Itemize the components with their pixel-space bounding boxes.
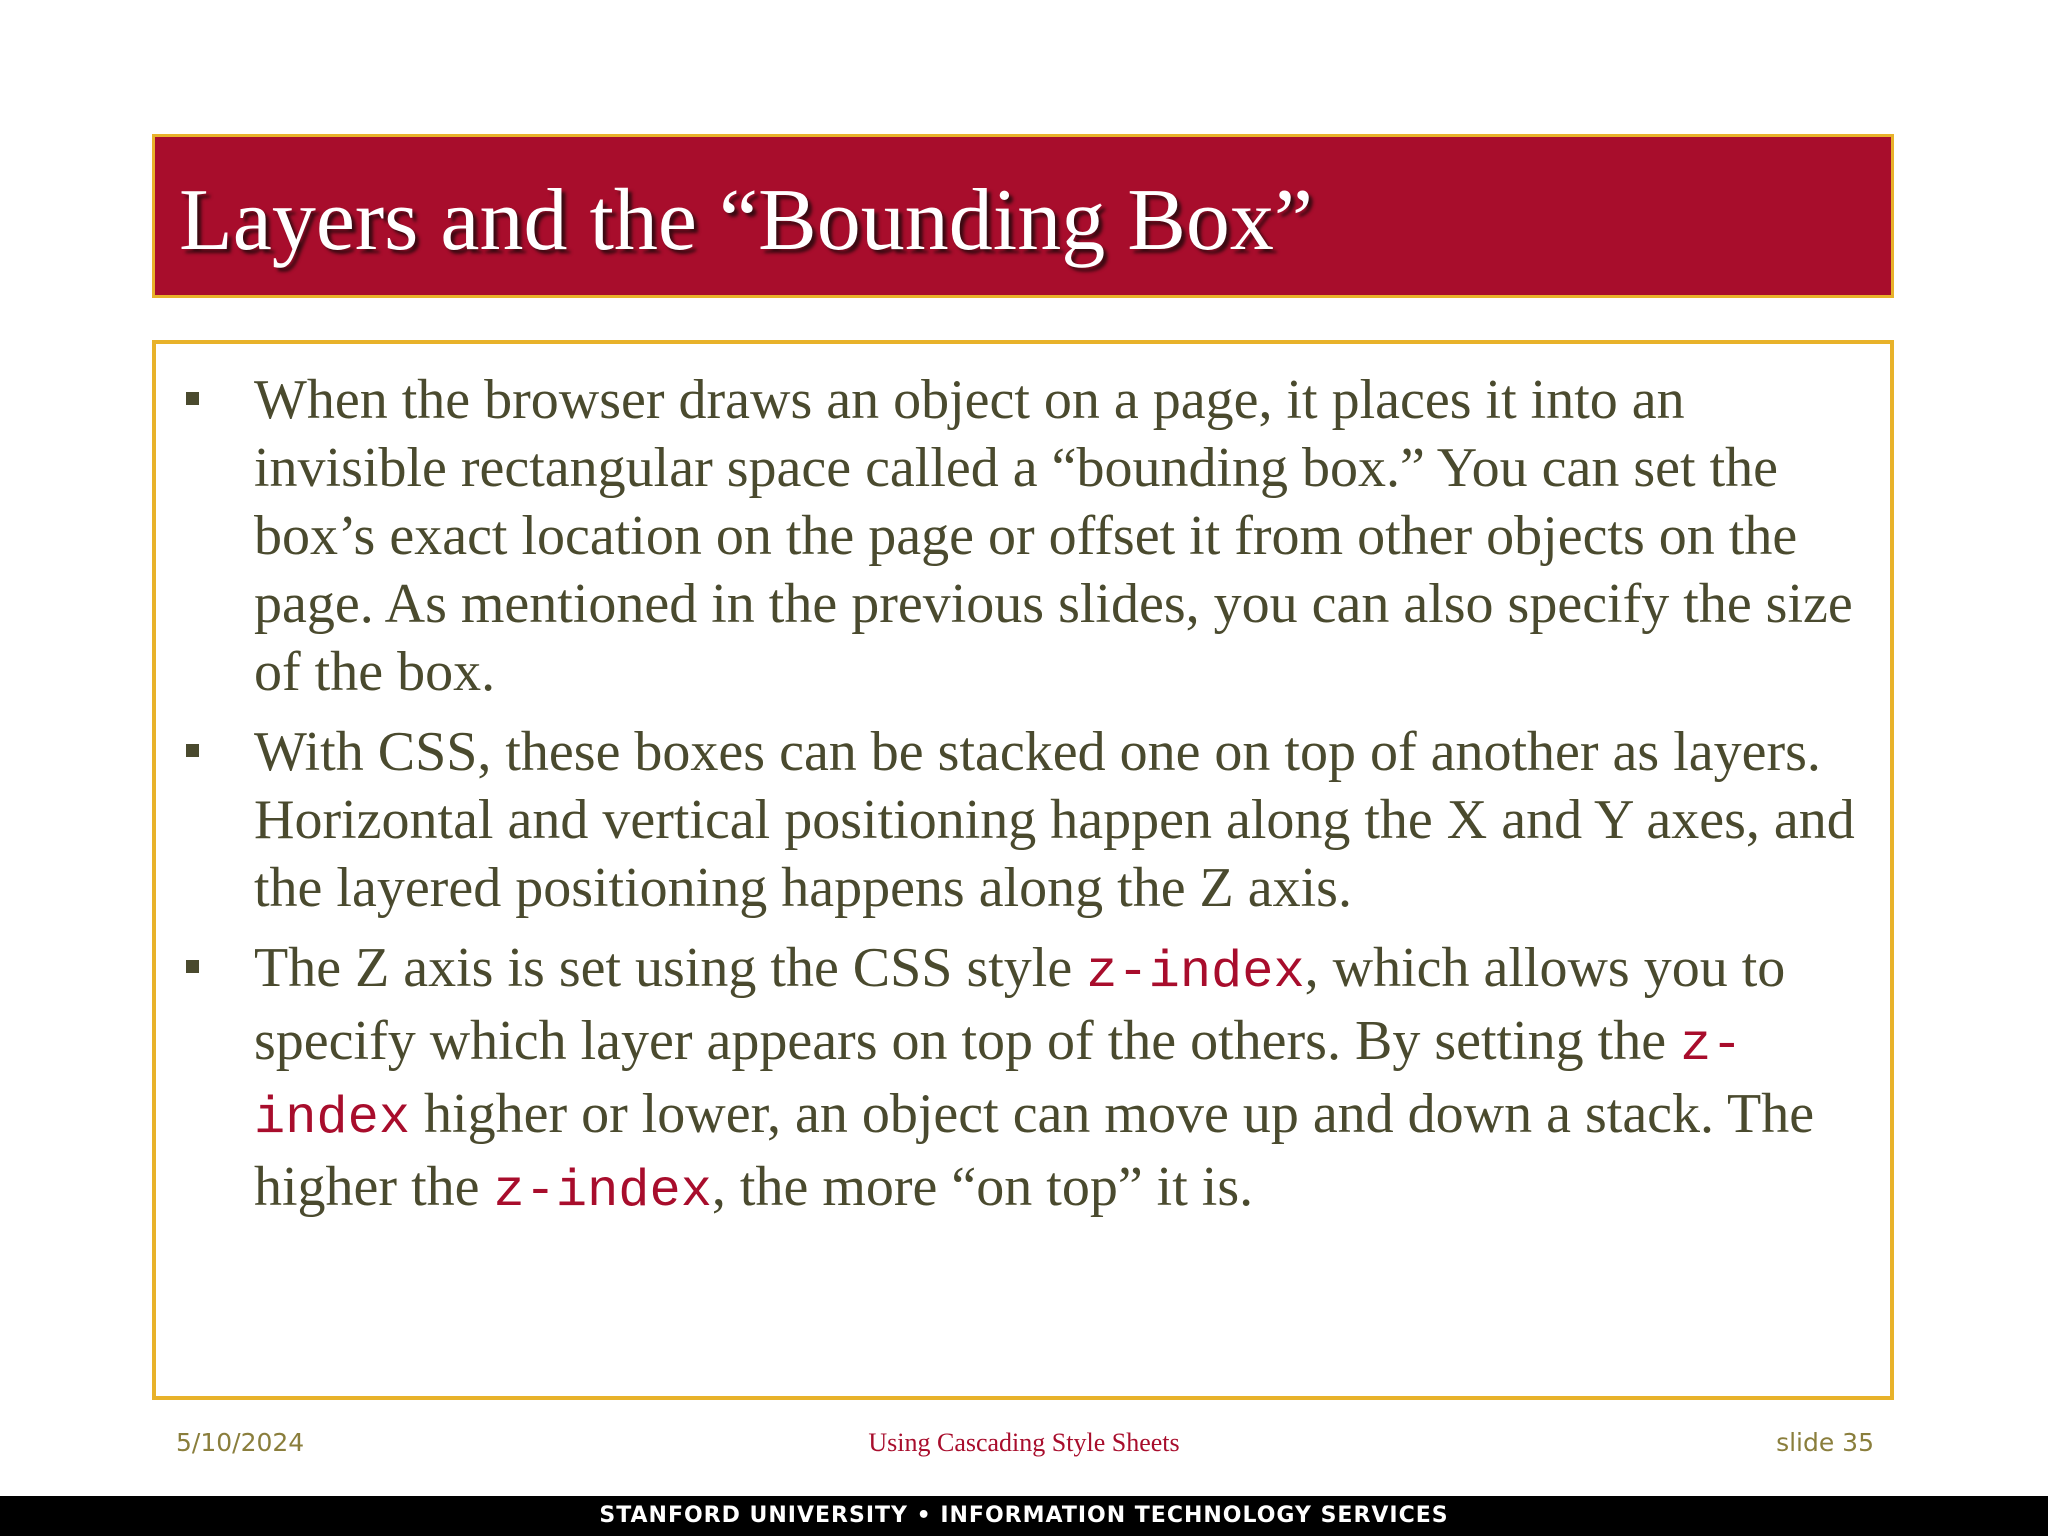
bullet-item-1 (156, 366, 1876, 706)
bottom-bar-text: STANFORD UNIVERSITY • INFORMATION TECHNOLOGY SERVICES (599, 1503, 1449, 1528)
bullet-text: , which allows you to specify which layer appears on top of the others. By setting the (254, 937, 1786, 1072)
title-bar (152, 134, 1894, 298)
bullet-text: higher or lower, an object can move up and down a stack. The higher the (254, 1083, 1815, 1218)
content-box (152, 340, 1894, 1400)
bullet-text: With CSS, these boxes can be stacked one on top of another as layers. Horizontal and vertical positioning happen along the X and Y axes, and the layered positioning happens along the Z axis. (254, 721, 1855, 919)
bullet-item-2 (156, 718, 1876, 922)
square-bullet-icon (186, 392, 199, 405)
code-z-index: z-index (254, 1016, 1743, 1148)
square-bullet-icon (186, 744, 199, 757)
square-bullet-icon (186, 960, 199, 973)
footer-date: 5/10/2024 (176, 1428, 305, 1457)
bottom-bar (0, 1496, 2048, 1536)
footer-slide-number: slide 35 (1776, 1428, 1874, 1457)
bullet-text: , the more “on top” it is. (711, 1156, 1254, 1218)
bullet-text: When the browser draws an object on a page, it places it into an invisible rectangular space called a “bounding box.” You can set the box’s exact location on the page or offset it from other objects on the page. As mentioned in the previous slides, you can also specify the size of the box. (254, 369, 1853, 703)
footer-title: Using Cascading Style Sheets (868, 1428, 1180, 1457)
bullet-item-3 (156, 934, 1876, 1226)
slide-title: Layers and the “Bounding Box” (179, 172, 1313, 269)
code-z-index: z-index (493, 1162, 712, 1221)
code-z-index: z-index (1086, 943, 1305, 1002)
bullet-list (156, 366, 1876, 1238)
bullet-text: The Z axis is set using the CSS style (254, 937, 1087, 999)
